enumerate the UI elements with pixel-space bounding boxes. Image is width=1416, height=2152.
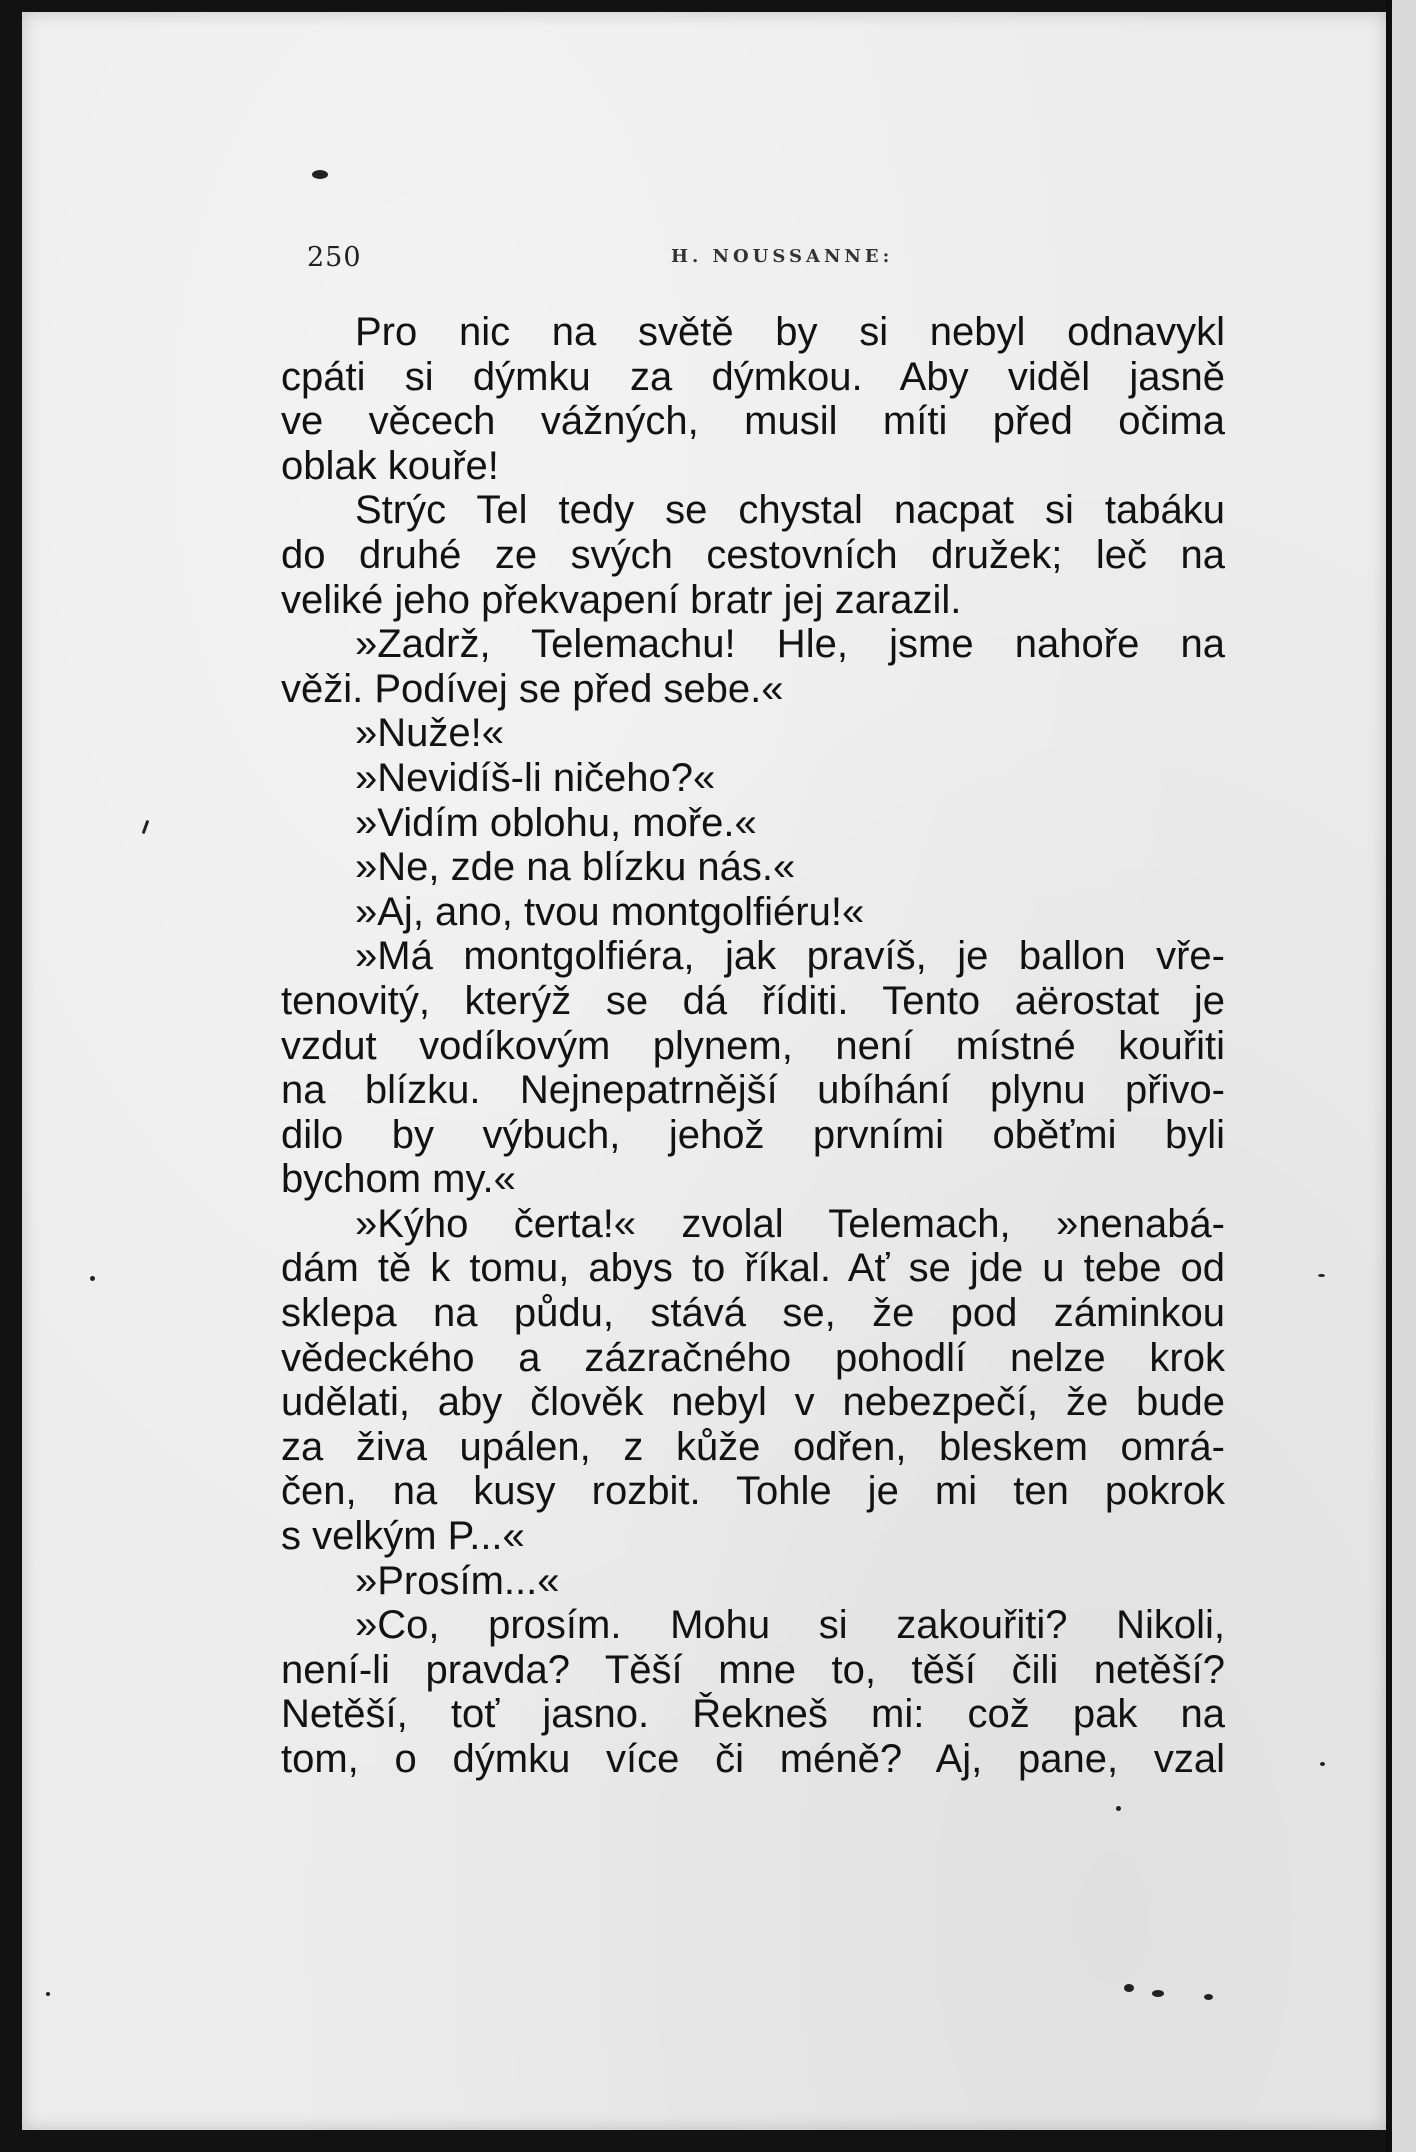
text-line: tom, o dýmku více či méně? Aj, pane, vzal	[281, 1737, 1225, 1781]
ink-smudge	[312, 170, 328, 179]
text-line: není-li pravda? Těší mne to, těší čili netěší?	[281, 1647, 1225, 1692]
text-line: dilo by výbuch, jehož prvními oběťmi byli	[281, 1112, 1225, 1157]
ink-speck	[1204, 1994, 1213, 2000]
text-line: věži. Podívej se před sebe.«	[281, 666, 784, 711]
text-line: »Vidím oblohu, moře.«	[355, 800, 757, 845]
text-line: oblak kouře!	[281, 443, 499, 488]
text-line: Netěší, toť jasno. Řekneš mi: což pak na	[281, 1692, 1225, 1737]
text-line: »Kýho čerta!« zvolal Telemach, »nenabá-	[355, 1201, 1225, 1246]
text-line: »Prosím...«	[355, 1558, 560, 1603]
text-line: s velkým P...«	[281, 1514, 525, 1559]
ink-speck	[1152, 1990, 1164, 1997]
text-line: tenovitý, kterýž se dá říditi. Tento aërostat je	[281, 978, 1225, 1023]
text-line: ve věcech vážných, musil míti před očima	[281, 399, 1225, 444]
text-line: vědeckého a zázračného pohodlí nelze krok	[281, 1335, 1225, 1380]
text-line: na blízku. Nejnepatrnější ubíhání plynu přivo-	[281, 1068, 1225, 1113]
adjacent-page-edge	[1392, 0, 1416, 2152]
text-line: cpáti si dýmku za dýmkou. Aby viděl jasně	[281, 354, 1225, 399]
ink-speck	[1116, 1806, 1121, 1811]
ink-speck	[46, 1992, 50, 1996]
text-line: vzdut vodíkovým plynem, není místné kouřiti	[281, 1023, 1225, 1068]
ink-speck	[1124, 1984, 1134, 1992]
text-line: Pro nic na světě by si nebyl odnavykl	[355, 310, 1225, 354]
text-line: udělati, aby člověk nebyl v nebezpečí, že bude	[281, 1380, 1225, 1425]
text-line: Strýc Tel tedy se chystal nacpat si tabáku	[355, 488, 1225, 533]
text-line: do druhé ze svých cestovních družek; leč na	[281, 532, 1225, 577]
ink-speck	[90, 1276, 95, 1281]
text-line: dám tě k tomu, abys to říkal. Ať se jde u tebe od	[281, 1246, 1225, 1291]
page-header	[307, 240, 1247, 280]
text-line: »Ne, zde na blízku nás.«	[355, 845, 796, 890]
text-line: »Má montgolfiéra, jak pravíš, je ballon vře-	[355, 934, 1225, 979]
text-line: »Nevidíš-li ničeho?«	[355, 755, 716, 800]
ink-speck	[1318, 1274, 1325, 1277]
text-line: sklepa na půdu, stává se, že pod záminkou	[281, 1291, 1225, 1336]
page-number: 250	[307, 242, 362, 273]
text-line: bychom my.«	[281, 1157, 516, 1202]
text-line: »Zadrž, Telemachu! Hle, jsme nahoře na	[355, 622, 1225, 667]
body-text	[281, 310, 1225, 1782]
text-line: čen, na kusy rozbit. Tohle je mi ten pokrok	[281, 1469, 1225, 1514]
ink-speck	[1320, 1762, 1325, 1766]
text-line: za živa upálen, z kůže odřen, bleskem omrá-	[281, 1424, 1225, 1469]
text-line: veliké jeho překvapení bratr jej zarazil.	[281, 577, 962, 622]
text-line: »Nuže!«	[355, 711, 504, 756]
running-head: H. NOUSSANNE:	[671, 246, 894, 267]
text-line: »Aj, ano, tvou montgolfiéru!«	[355, 889, 865, 934]
text-line: »Co, prosím. Mohu si zakouřiti? Nikoli,	[355, 1603, 1225, 1648]
ink-speck	[142, 820, 150, 834]
